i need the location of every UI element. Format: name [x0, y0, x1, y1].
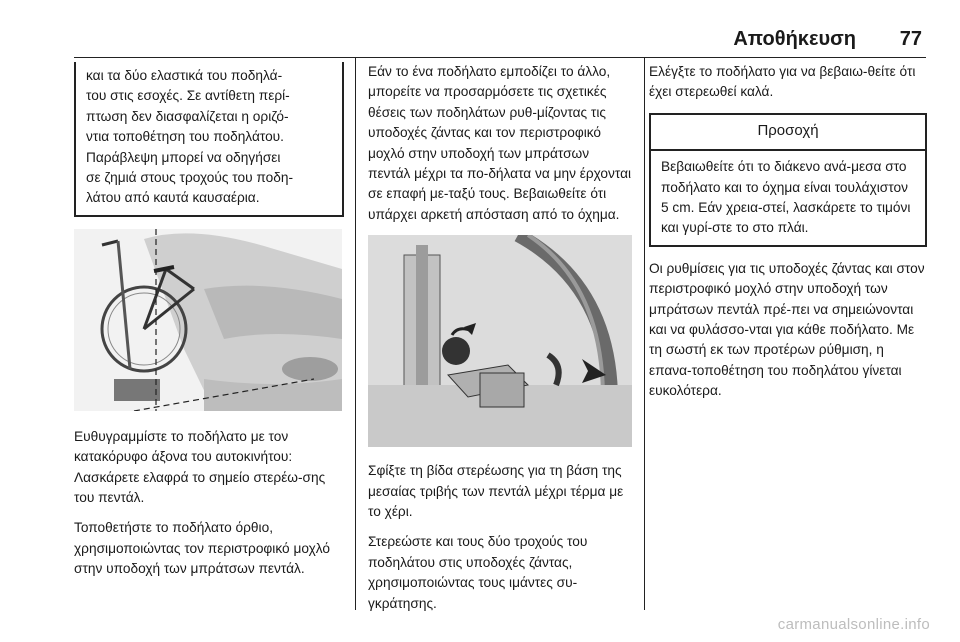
- column-2: [368, 62, 633, 624]
- pedal-clamp-illustration: [368, 235, 632, 447]
- page-number: 77: [899, 28, 922, 50]
- car-with-bike-illustration: [74, 229, 342, 411]
- paragraph: Στερεώστε και τους δύο τροχούς του ποδηλάτου στις υποδοχές ζάντας, χρησιμοποιώντας τους ιμάντες συ-γκράτησης.: [368, 534, 588, 611]
- warning-box-text: και τα δύο ελαστικά του ποδηλά- του στις εσοχές. Σε αντίθετη περί- πτωση δεν διασφαλίζεται η οριζό- ντια τοποθέτηση του ποδηλάτου. Παράβλεψη μπορεί να οδηγήσει σε ζημιά στους τροχούς του ποδη- λάτου από καυτά καυσαέρια.: [86, 68, 294, 206]
- caution-title: Προσοχή: [651, 115, 925, 151]
- column-divider-1: [355, 58, 356, 610]
- paragraph: Ελέγξτε το ποδήλατο για να βεβαιω-θείτε ότι έχει στερεωθεί καλά.: [649, 64, 916, 100]
- page-header: [74, 28, 926, 54]
- paragraph: Οι ρυθμίσεις για τις υποδοχές ζάντας και στον περιστροφικό μοχλό στην υποδοχή των μπράτσων πεντάλ πρέ-πει να σημειώνονται και να φυλάσσο-νται για κάθε ποδήλατο. Με τη σωστή εκ των προτέρων ρύθμιση, η επανα-τοποθέτηση του ποδηλάτου γίνεται ευκολότερα.: [649, 260, 925, 399]
- column-1: [74, 62, 344, 590]
- warning-box-continued: [74, 62, 344, 217]
- caution-box: [649, 113, 927, 247]
- watermark: carmanualsonline.info: [777, 616, 930, 633]
- paragraph: Ευθυγραμμίστε το ποδήλατο με τον κατακόρυφο άξονα του αυτοκινήτου: Λασκάρετε ελαφρά το σημείο στερέω-σης του πεντάλ.: [74, 428, 326, 506]
- column-2-body: [368, 461, 633, 614]
- paragraph: Εάν το ένα ποδήλατο εμποδίζει το άλλο, μπορείτε να προσαρμόσετε τις σχετικές θέσεις των ποδηλάτων ρυθ-μίζοντας τις υποδοχές ζάντας και τον περιστροφικό μοχλό στην υποδοχή των μπράτσων πεντάλ μέχρι τα πο-δήλατα να μην έρχονται σε επαφή με-ταξύ τους. Βεβαιωθείτε ότι υπάρχει αρκετή απόσταση από το όχημα.: [368, 64, 632, 222]
- paragraph: Τοποθετήστε το ποδήλατο όρθιο, χρησιμοποιώντας τον περιστροφικό μοχλό στην υποδοχή των μπράτσων πεντάλ.: [74, 520, 331, 577]
- bike-carrier-figure: [74, 229, 342, 411]
- column-1-body: [74, 427, 344, 580]
- header-rule: [74, 57, 926, 58]
- section-title: Αποθήκευση: [733, 28, 856, 50]
- paragraph: Σφίξτε τη βίδα στερέωσης για τη βάση της μεσαίας τριβής των πεντάλ μέχρι τέρμα με το χέρι.: [368, 463, 624, 520]
- pedal-clamp-figure: [368, 235, 632, 447]
- column-3: [649, 62, 927, 412]
- column-divider-2: [644, 58, 645, 610]
- caution-text: Βεβαιωθείτε ότι το διάκενο ανά-μεσα στο ποδήλατο και το όχημα είναι τουλάχιστον 5 cm. Εάν χρεια-στεί, λασκάρετε το τιμόνι και γυρί-στε το στο πλάι.: [661, 159, 911, 236]
